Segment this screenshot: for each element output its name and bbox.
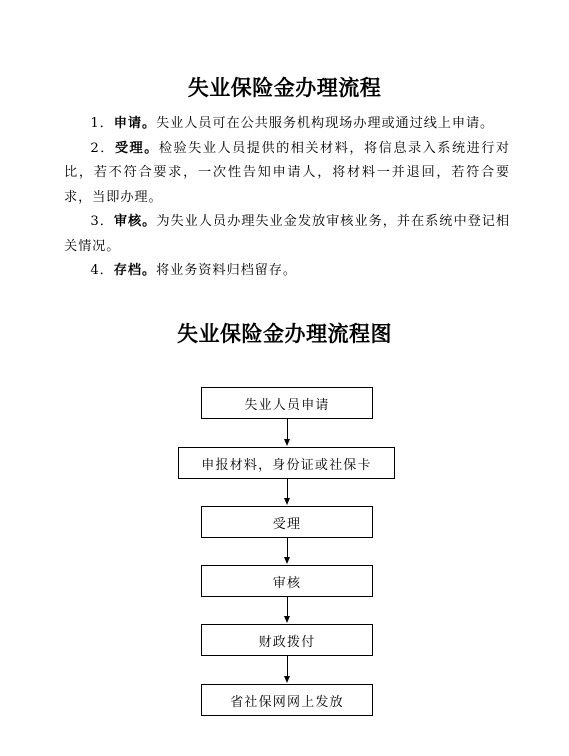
flow-node-online-payment: 省社保网网上发放 (201, 684, 373, 716)
arrow-down-icon (284, 498, 290, 505)
step-text: 将业务资料归档留存。 (156, 263, 297, 278)
step-keyword: 审核。 (113, 214, 157, 229)
step-text: 失业人员可在公共服务机构现场办理或通过线上申请。 (156, 116, 495, 131)
flow-node-accept: 受理 (201, 506, 373, 538)
flow-connector (287, 656, 288, 676)
step-accept (64, 137, 510, 211)
step-archive (64, 259, 510, 284)
step-number: 2． (90, 140, 115, 156)
flow-node-apply: 失业人员申请 (201, 387, 373, 419)
flow-node-review: 审核 (201, 565, 373, 597)
step-apply (64, 112, 510, 137)
flowchart-title: 失业保险金办理流程图 (177, 321, 392, 346)
flow-connector (287, 419, 288, 439)
document-title: 失业保险金办理流程 (187, 75, 382, 100)
arrow-down-icon (284, 616, 290, 623)
arrow-down-icon (284, 557, 290, 564)
arrow-down-icon (284, 439, 290, 446)
flow-connector (287, 479, 288, 498)
step-text: 检验失业人员提供的相关材料，将信息录入系统进行对比，若不符合要求，一次性告知申请人，将材料一并退回，若符合要求，当即办理。 (64, 140, 510, 205)
flow-node-submit-materials: 申报材料，身份证或社保卡 (178, 447, 395, 479)
flow-connector (287, 538, 288, 557)
step-number: 4． (90, 263, 114, 278)
step-number: 3． (90, 214, 114, 229)
step-keyword: 申请。 (113, 116, 157, 131)
step-number: 1． (90, 116, 114, 131)
step-keyword: 存档。 (113, 263, 157, 278)
flow-connector (287, 597, 288, 616)
step-review (64, 210, 510, 259)
flow-node-fiscal-allocation: 财政拨付 (201, 624, 373, 656)
step-text: 为失业人员办理失业金发放审核业务，并在系统中登记相关情况。 (64, 214, 510, 254)
procedure-steps (64, 112, 510, 284)
arrow-down-icon (284, 676, 290, 683)
step-keyword: 受理。 (114, 140, 159, 156)
